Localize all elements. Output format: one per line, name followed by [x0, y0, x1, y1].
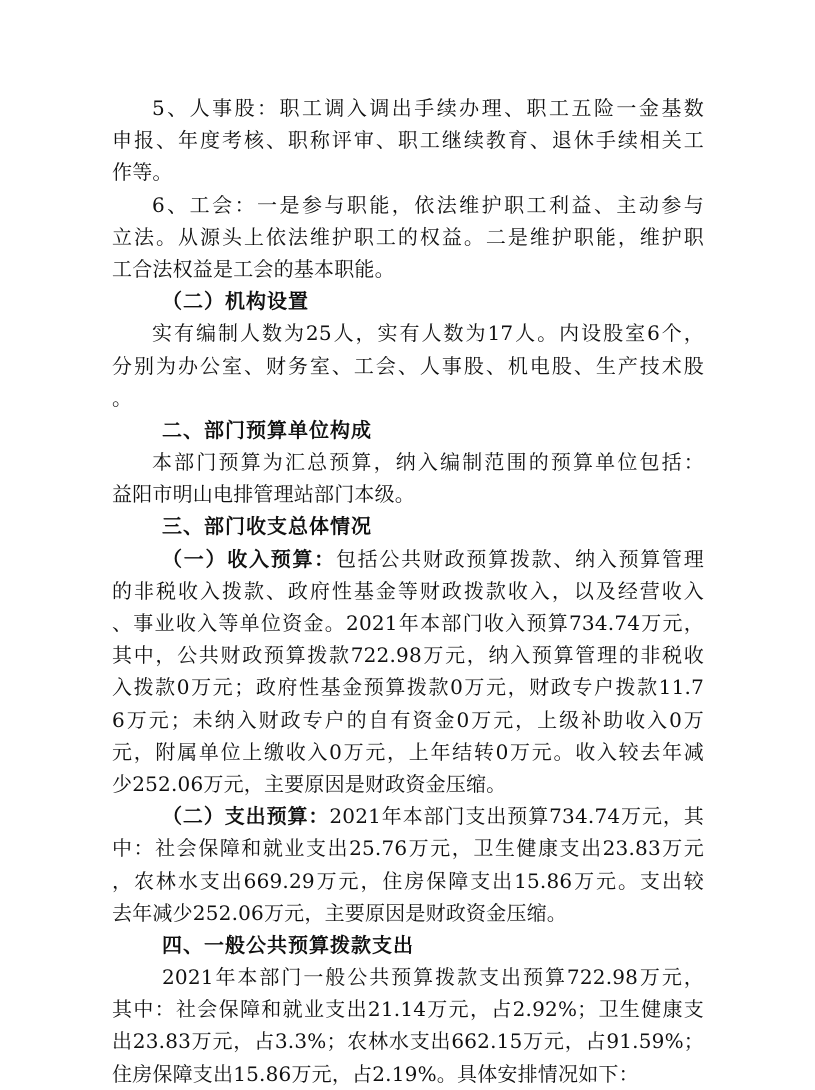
text-line: 申报、年度考核、职称评审、职工继续教育、退休手续相关工 [112, 128, 704, 153]
text-line: 立法。从源头上依法维护职工的权益。二是维护职能，维护职 [112, 224, 704, 249]
text-line: 作等。 [112, 160, 173, 185]
text-line: 住房保障支出15.86万元，占2.19%。具体安排情况如下： [112, 1061, 639, 1086]
text-line: 5、人事股：职工调入调出手续办理、职工五险一金基数 [152, 96, 704, 120]
inline-heading: （一）收入预算： [162, 546, 336, 571]
text-line: 中：社会保障和就业支出25.76万元，卫生健康支出23.83万元 [112, 836, 704, 861]
text-line [112, 800, 704, 832]
text-line: 。 [112, 385, 133, 410]
text-line: 工合法权益是工会的基本职能。 [112, 256, 395, 281]
text-line: 其中：社会保障和就业支出21.14万元，占2.92%；卫生健康支 [112, 997, 704, 1022]
text-line: 其中，公共财政预算拨款722.98万元，纳入预算管理的非税收 [112, 643, 704, 668]
text-line: 益阳市明山电排管理站部门本级。 [112, 482, 415, 507]
section-heading: 四、一般公共预算拨款支出 [162, 932, 414, 957]
document-page [112, 92, 704, 1090]
text-fragment: 包括公共财政预算拨款、纳入预算管理 [335, 546, 704, 571]
text-line [112, 543, 704, 575]
text-line: 入拨款0万元；政府性基金预算拨款0万元，财政专户拨款11.7 [112, 675, 704, 700]
text-line: 去年减少252.06万元，主要原因是财政资金压缩。 [112, 900, 567, 925]
inline-heading: （二）支出预算： [162, 804, 330, 829]
text-line: 实有编制人数为25人，实有人数为17人。内设股室6个， [152, 321, 704, 346]
text-line: 本部门预算为汇总预算，纳入编制范围的预算单位包括： [152, 450, 704, 475]
text-line: 出23.83万元，占3.3%；农林水支出662.15万元，占91.59%； [112, 1029, 704, 1054]
text-line: 分别为办公室、财务室、工会、人事股、机电股、生产技术股 [112, 353, 704, 378]
text-line: 的非税收入拨款、政府性基金等财政拨款收入，以及经营收入 [112, 578, 704, 603]
text-line: 、事业收入等单位资金。2021年本部门收入预算734.74万元， [112, 611, 704, 635]
text-line: 少252.06万元，主要原因是财政资金压缩。 [112, 771, 507, 796]
text-line: 6、工会：一是参与职能，依法维护职工利益、主动参与 [152, 192, 704, 217]
text-line: 元，附属单位上缴收入0万元，上年结转0万元。收入较去年减 [112, 739, 704, 764]
text-line: 2021年本部门一般公共预算拨款支出预算722.98万元， [162, 965, 704, 990]
text-line: 6万元；未纳入财政专户的自有资金0万元，上级补助收入0万 [112, 707, 704, 732]
text-line: ，农林水支出669.29万元，住房保障支出15.86万元。支出较 [112, 868, 704, 893]
text-fragment: 2021年本部门支出预算734.74万元，其 [329, 804, 704, 829]
section-heading: 三、部门收支总体情况 [162, 514, 372, 539]
section-heading: 二、部门预算单位构成 [162, 417, 372, 442]
section-heading: （二）机构设置 [162, 289, 309, 314]
